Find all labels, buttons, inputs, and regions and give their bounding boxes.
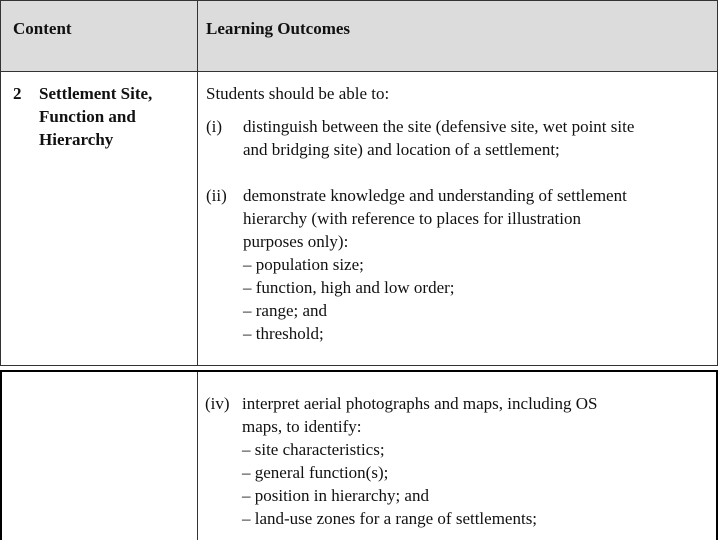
item-number: (iv) [205,394,230,413]
topic-line-2: Function and [39,107,136,126]
item-line: maps, to identify: [242,417,362,436]
sub-item: – threshold; [243,324,324,343]
item-line: purposes only): [243,232,349,251]
topic-line-3: Hierarchy [39,130,114,149]
item-line: and bridging site) and location of a settlement; [243,140,560,159]
sub-item: – position in hierarchy; and [242,486,429,505]
header-content: Content [13,19,72,38]
item-number: (ii) [206,186,227,205]
intro-text: Students should be able to: [206,84,390,103]
sub-item: – land-use zones for a range of settlements; [242,509,538,528]
row-number: 2 [13,84,22,103]
header-learning-outcomes: Learning Outcomes [206,19,351,38]
item-line: demonstrate knowledge and understanding of settlement [243,186,627,205]
sub-item: – general function(s); [242,463,389,482]
item-line: hierarchy (with reference to places for illustration [243,209,581,228]
table-header-row [1,1,717,72]
sub-item: – population size; [243,255,364,274]
sub-item: – site characteristics; [242,440,385,459]
item-line: interpret aerial photographs and maps, including OS [242,394,598,413]
item-number: (i) [206,117,223,136]
sub-item: – range; and [243,301,328,320]
item-line: distinguish between the site (defensive site, wet point site [243,117,635,136]
column-divider [197,1,198,365]
column-divider [197,372,198,540]
continued-table [0,370,718,540]
sub-item: – function, high and low order; [243,278,455,297]
topic-line-1: Settlement Site, [39,84,153,103]
